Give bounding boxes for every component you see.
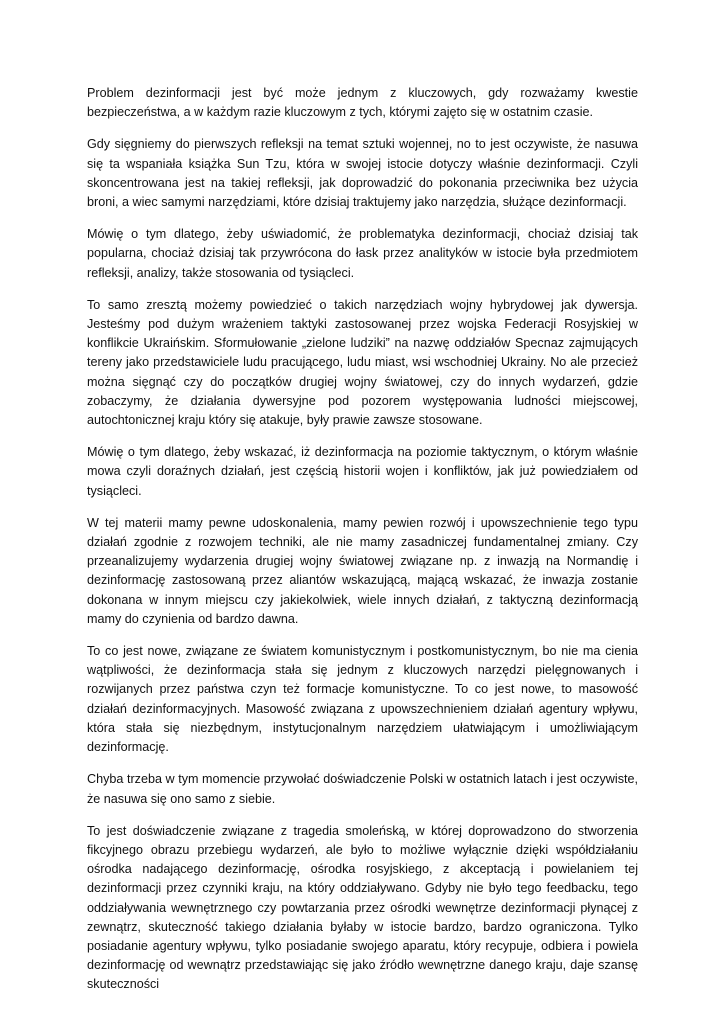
paragraph-7: To co jest nowe, związane ze światem komunistycznym i postkomunistycznym, bo nie ma cienia wątpliwości, że dezinformacja stała się jednym z kluczowych narzędzi pielęgnowanych i rozwijanych przez państwa czyn też formacje komunistyczne. To co jest nowe, to masowość działań dezinformacyjnych. Masowość związana z upowszechnieniem działań agentury wpływu, która stała się niezbędnym, instytucjonalnym narzędziem ułatwiającym i umożliwiającym dezinformację. — [87, 644, 638, 755]
paragraph-5: Mówię o tym dlatego, żeby wskazać, iż dezinformacja na poziomie taktycznym, o którym właśnie mowa czyli doraźnych działań, jest częścią historii wojen i konfliktów, jak już powiedziałem od tysiącleci. — [87, 445, 638, 498]
paragraph-2: Gdy sięgniemy do pierwszych refleksji na temat sztuki wojennej, no to jest oczywiste, że nasuwa się ta wspaniała książka Sun Tzu, która w swojej istocie dotyczy właśnie dezinformacji. Czyli skoncentrowana jest na takiej refleksji, jak doprowadzić do pokonania przeciwnika bez użycia broni, a wiec samymi narzędziami, które dzisiaj traktujemy jako narzędzia, służące dezinformacji. — [87, 137, 638, 210]
paragraph-3: Mówię o tym dlatego, żeby uświadomić, że problematyka dezinformacji, chociaż dzisiaj tak popularna, chociaż dzisiaj tak przywrócona do łask przez analityków w istocie była przedmiotem refleksji, analizy, także stosowania od tysiącleci. — [87, 227, 638, 280]
paragraph-9: To jest doświadczenie związane z tragedia smoleńską, w której doprowadzono do stworzenia fikcyjnego obrazu przebiegu wydarzeń, ale było to możliwe wyłącznie dzięki współdziałaniu ośrodka nadającego dezinformację, ośrodka rosyjskiego, z akceptacją i powielaniem tej dezinformacji przez czynniki kraju, na który oddziaływano. Gdyby nie było tego feedbacku, tego oddziaływania wewnętrznego czy powtarzania przez ośrodki wewnętrze dezinformacji płynącej z zewnątrz, skuteczność takiego działania byłaby w istocie bardzo, bardzo ograniczona. Tylko posiadanie agentury wpływu, tylko posiadanie swojego aparatu, który recypuje, odbiera i powiela dezinformację od wewnątrz przedstawiając się jako źródło wewnętrzne danego kraju, daje szansę skuteczności — [87, 823, 638, 992]
paragraph-6: W tej materii mamy pewne udoskonalenia, mamy pewien rozwój i upowszechnienie tego typu działań zgodnie z rozwojem techniki, ale nie mamy zasadniczej fundamentalnej zmiany. Czy przeanalizujemy wydarzenia drugiej wojny światowej związane np. z inwazją na Normandię i dezinformację zastosowaną przez aliantów wskazującą, mającą wskazać, że inwazja zostanie dokonana w innym miejscu czy jakiekolwiek, wiele innych działań, z taktyczną dezinformacją mamy do czynienia od bardzo dawna. — [87, 515, 638, 626]
paragraph-1: Problem dezinformacji jest być może jednym z kluczowych, gdy rozważamy kwestie bezpieczeństwa, a w każdym razie kluczowym z tych, którymi zajęto się w ostatnim czasie. — [87, 86, 638, 120]
document-page — [87, 84, 638, 1008]
paragraph-4: To samo zresztą możemy powiedzieć o takich narzędziach wojny hybrydowej jak dywersja. Jesteśmy pod dużym wrażeniem taktyki zastosowanej przez wojska Federacji Rosyjskiej w konflikcie Ukraińskim. Sformułowanie „zielone ludziki” na nazwę oddziałów Specnaz zajmujących tereny jako przedstawiciele ludu pracującego, ludu miast, wsi wschodniej Ukrainy. No ale przecież można sięgnąć czy do początków drugiej wojny światowej, czy do innych wydarzeń, gdzie zobaczymy, że działania dywersyjne pod pozorem występowania ludności miejscowej, autochtonicznej kraju który się atakuje, były prawie zawsze stosowane. — [87, 297, 638, 428]
paragraph-8: Chyba trzeba w tym momencie przywołać doświadczenie Polski w ostatnich latach i jest oczywiste, że nasuwa się ono samo z siebie. — [87, 772, 638, 806]
